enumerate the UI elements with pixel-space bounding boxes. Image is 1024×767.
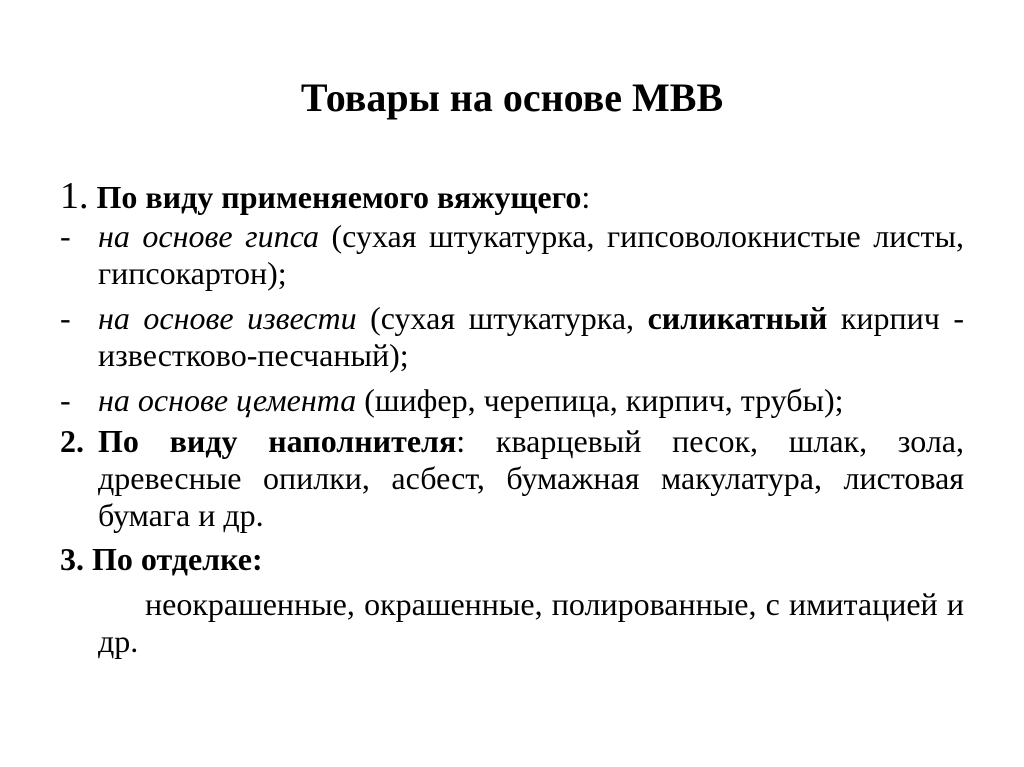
- slide-content: [60, 175, 965, 660]
- item-lime: [60, 300, 964, 374]
- item-2-filler-type: [60, 423, 964, 534]
- item-1-heading: По виду применяемого вяжущего: [96, 179, 582, 215]
- item-lime-text-a: (сухая штукатурка,: [356, 300, 648, 336]
- item-3-heading: 3. По отделке:: [60, 541, 263, 577]
- item-lime-text-b: кирпич - известково-песчаный);: [98, 300, 965, 373]
- item-gypsum-label: на основе гипса: [98, 218, 319, 254]
- item-cement-dash: -: [60, 382, 71, 418]
- item-lime-bold: силикатный: [647, 300, 828, 336]
- item-gypsum-dash: -: [60, 218, 71, 254]
- item-1-number: 1.: [60, 175, 89, 217]
- item-2-heading: По виду наполнителя: [98, 423, 457, 459]
- item-lime-dash: -: [60, 300, 71, 336]
- item-1-binder-type: [60, 175, 964, 217]
- item-gypsum: [60, 218, 964, 292]
- item-cement-label: на основе цемента: [98, 382, 357, 418]
- item-2-text: : кварцевый песок, шлак, зола, древесные опилки, асбест, бумажная макулатура, листовая бумага и др.: [98, 423, 965, 533]
- item-lime-label: на основе извести: [98, 300, 357, 336]
- item-1-colon: :: [581, 179, 591, 215]
- item-2-number: 2.: [60, 423, 84, 459]
- slide-title: Товары на основе МВВ: [300, 75, 724, 120]
- item-cement: [60, 382, 964, 419]
- item-cement-text: (шифер, черепица, кирпич, трубы);: [356, 382, 844, 418]
- item-gypsum-text: (сухая штукатурка, гипсоволокнистые листы, гипсокартон);: [98, 218, 965, 291]
- item-3-text: неокрашенные, окрашенные, полированные, с имитацией и др.: [98, 586, 964, 659]
